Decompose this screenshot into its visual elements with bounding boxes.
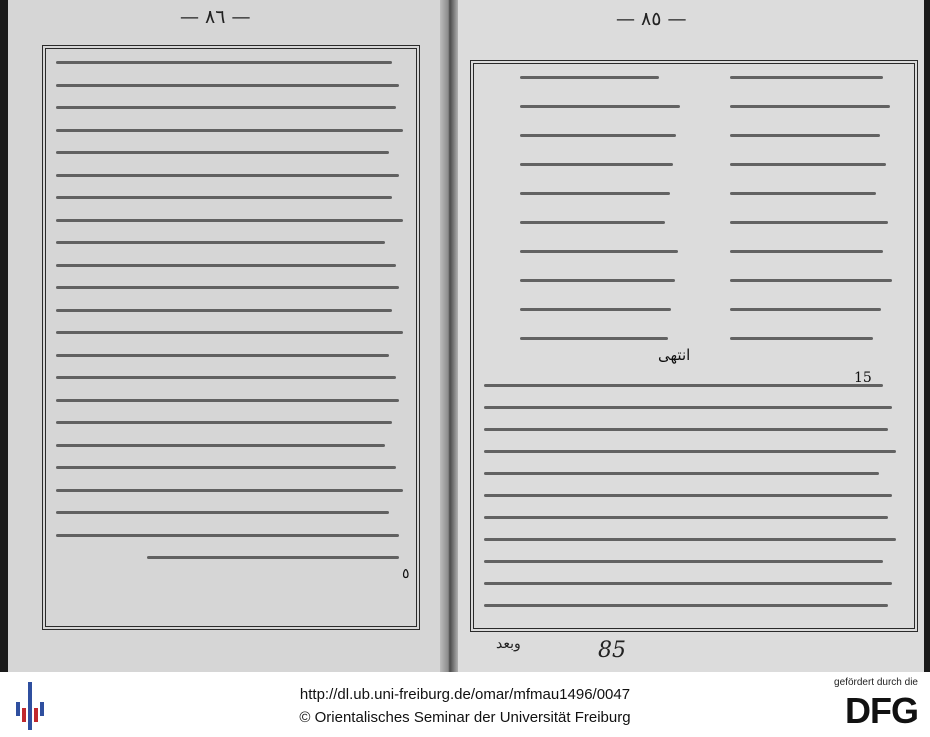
sponsor-note: gefördert durch die [834, 677, 918, 688]
book-spine [440, 0, 458, 672]
right-page-bottom-number: 85 [598, 638, 626, 663]
copyright-notice: © Orientalisches Seminar der Universität Freiburg [299, 709, 631, 726]
right-page-prose-text [484, 384, 900, 626]
footer-bar [0, 672, 930, 737]
colophon-heading: انتهى [658, 346, 691, 364]
catchword: وبعد [496, 636, 521, 652]
verse-column-left [520, 76, 690, 366]
left-page-folio-number: — ٨٦ — [180, 6, 251, 28]
right-page-text-frame [470, 60, 918, 632]
left-page-text-frame [42, 45, 420, 630]
left-page-margin-mark: ٥ [402, 566, 410, 582]
right-page-margin-number: 15 [854, 370, 872, 386]
verse-column-right [730, 76, 900, 366]
permalink-url[interactable]: http://dl.ub.uni-freiburg.de/omar/mfmau1496/0047 [299, 686, 631, 703]
right-page-folio-number: — ٨٥ — [616, 8, 687, 30]
left-page-handwritten-text [56, 61, 406, 614]
dfg-logo: DFG [845, 690, 918, 731]
